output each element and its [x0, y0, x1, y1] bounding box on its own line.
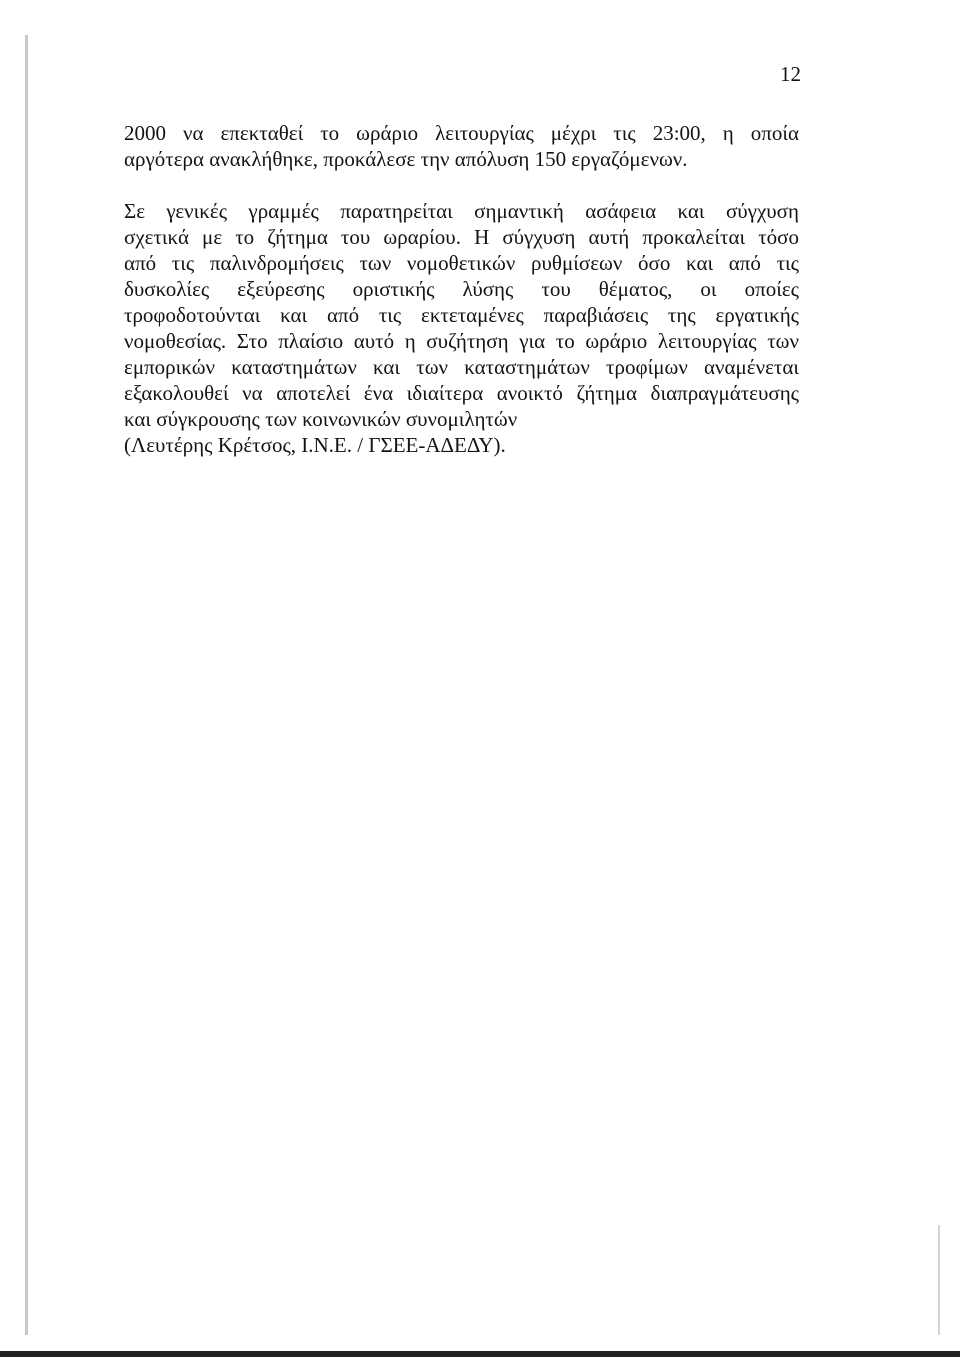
text-line: νομοθεσίας. Στο πλαίσιο αυτό η συζήτηση για το ωράριο λειτουργίας των: [124, 329, 799, 353]
paragraph-2: [124, 198, 799, 458]
text-line: Σε γενικές γραμμές παρατηρείται σημαντική ασάφεια και σύγχυση: [124, 199, 799, 223]
text-line: από τις παλινδρομήσεις των νομοθετικών ρυθμίσεων όσο και από τις: [124, 251, 799, 275]
text-line: σχετικά με το ζήτημα του ωραρίου. Η σύγχυση αυτή προκαλείται τόσο: [124, 225, 799, 249]
scan-edge-bottom: [0, 1351, 960, 1357]
scan-edge-left: [25, 35, 28, 1335]
text-line: τροφοδοτούνται και από τις εκτεταμένες παραβιάσεις της εργατικής: [124, 303, 799, 327]
text-line: (Λευτέρης Κρέτσος, Ι.Ν.Ε. / ΓΣΕΕ-ΑΔΕΔΥ).: [124, 433, 506, 457]
paragraph-1: [124, 120, 799, 172]
text-line: εξακολουθεί να αποτελεί ένα ιδιαίτερα ανοικτό ζήτημα διαπραγμάτευσης: [124, 381, 799, 405]
text-line: αργότερα ανακλήθηκε, προκάλεσε την απόλυση 150 εργαζόμενων.: [124, 147, 688, 171]
text-line: και σύγκρουσης των κοινωνικών συνομιλητών: [124, 407, 518, 431]
text-line: εμπορικών καταστημάτων και των καταστημάτων τροφίμων αναμένεται: [124, 355, 799, 379]
page-number: 12: [780, 62, 801, 86]
text-line: 2000 να επεκταθεί το ωράριο λειτουργίας μέχρι τις 23:00, η οποία: [124, 121, 799, 145]
paragraph-gap: [124, 172, 799, 198]
text-line: δυσκολίες εξεύρεσης οριστικής λύσης του θέματος, οι οποίες: [124, 277, 799, 301]
scan-edge-right: [938, 1225, 940, 1335]
page-body: [124, 120, 799, 458]
